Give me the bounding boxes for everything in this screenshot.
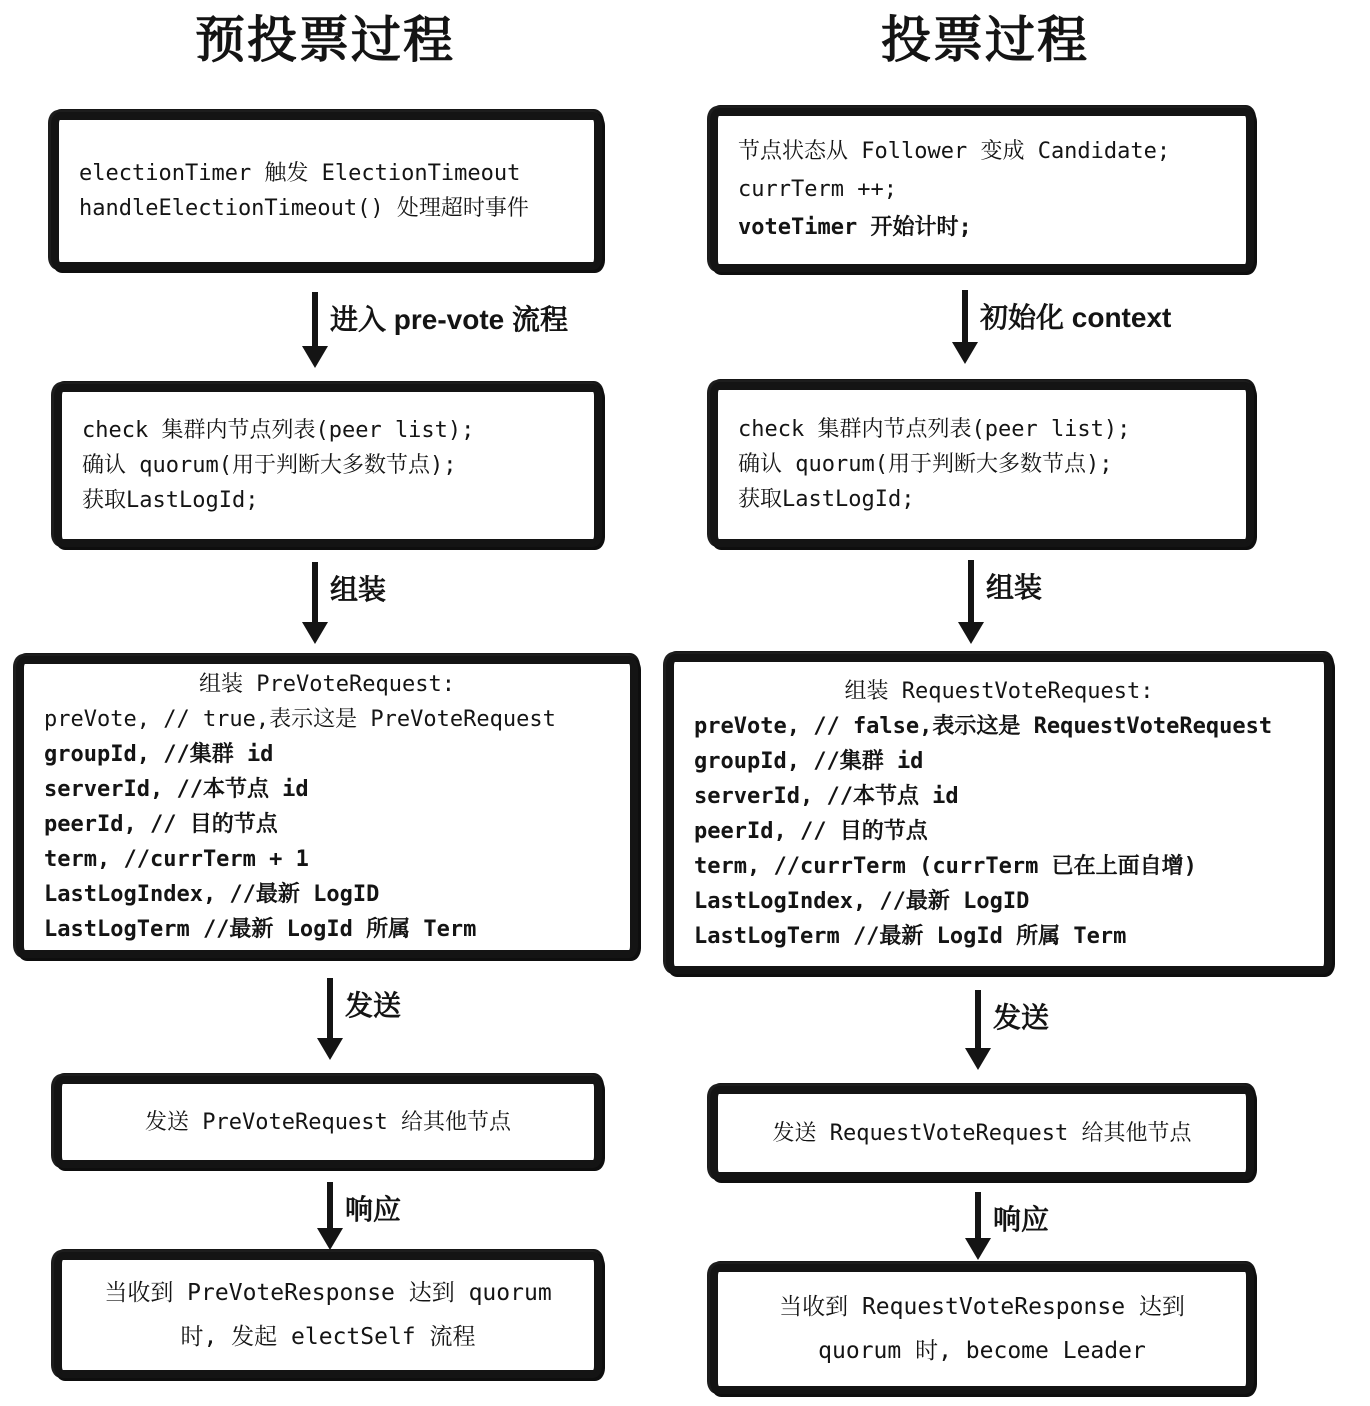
box-line: voteTimer 开始计时;: [738, 215, 972, 240]
arrow-head-icon: [302, 622, 328, 644]
box-line: peerId, // 目的节点: [694, 819, 928, 844]
arrow-shaft: [312, 562, 318, 624]
box-line: 当收到 RequestVoteResponse 达到: [779, 1294, 1185, 1320]
box-line: 节点状态从 Follower 变成 Candidate;: [738, 139, 1171, 164]
arrow-shaft: [975, 990, 981, 1050]
box-line: serverId, //本节点 id: [44, 777, 309, 802]
arrow-shaft: [327, 978, 333, 1040]
box-line: 获取LastLogId;: [82, 488, 259, 513]
arrow-head-icon: [317, 1038, 343, 1060]
box-line: currTerm ++;: [738, 177, 897, 202]
left-box-prevote-request: [20, 660, 634, 954]
box-line: preVote, // false,表示这是 RequestVoteRequest: [694, 714, 1273, 739]
arrow-head-icon: [965, 1238, 991, 1260]
box-line: quorum 时, become Leader: [818, 1338, 1146, 1364]
box-lines: [104, 1271, 551, 1359]
box-line: serverId, //本节点 id: [694, 784, 959, 809]
box-line: check 集群内节点列表(peer list);: [82, 418, 475, 443]
right-box-requestvote-request: [670, 658, 1328, 970]
left-box-election-timeout: [55, 116, 598, 266]
box-line: groupId, //集群 id: [694, 749, 924, 774]
arrow-head-icon: [317, 1228, 343, 1250]
box-line: 获取LastLogId;: [738, 487, 915, 512]
box-line: 组装 PreVoteRequest:: [199, 672, 455, 697]
right-box-become-leader: [714, 1268, 1250, 1390]
arrow-shaft: [327, 1182, 333, 1230]
box-lines: [738, 133, 1226, 247]
left-box-check-peers: [58, 388, 598, 543]
box-line: groupId, //集群 id: [44, 742, 274, 767]
box-lines: [779, 1285, 1185, 1373]
box-line: electionTimer 触发 ElectionTimeout: [79, 161, 521, 186]
arrow-head-icon: [965, 1048, 991, 1070]
arrow-label: 响应: [993, 1204, 1050, 1235]
box-lines: [145, 1105, 511, 1140]
arrow-shaft: [968, 560, 974, 624]
box-line: handleElectionTimeout() 处理超时事件: [79, 196, 529, 221]
arrow-label: 组装: [986, 572, 1043, 603]
arrow-label: 组装: [330, 574, 387, 605]
box-line: LastLogTerm //最新 LogId 所属 Term: [694, 924, 1127, 949]
box-line: term, //currTerm + 1: [44, 847, 309, 872]
right-box-candidate: [714, 112, 1250, 268]
arrow-shaft: [312, 292, 318, 348]
box-line: preVote, // true,表示这是 PreVoteRequest: [44, 707, 556, 732]
arrow-head-icon: [952, 342, 978, 364]
box-line: LastLogIndex, //最新 LogID: [44, 882, 380, 907]
arrow-shaft: [975, 1192, 981, 1240]
box-lines: [79, 156, 574, 226]
box-line: check 集群内节点列表(peer list);: [738, 417, 1131, 442]
box-line: 确认 quorum(用于判断大多数节点);: [82, 453, 457, 478]
box-lines: [82, 413, 574, 518]
arrow-label: 发送: [345, 990, 402, 1021]
left-box-prevote-response: [58, 1256, 598, 1374]
right-box-send-requestvote: [714, 1090, 1250, 1176]
box-line: 时, 发起 electSelf 流程: [180, 1324, 476, 1350]
box-line: 组装 RequestVoteRequest:: [844, 679, 1154, 704]
left-box-send-prevote: [58, 1080, 598, 1164]
box-lines: [44, 667, 610, 947]
arrow-label: 进入 pre-vote 流程: [330, 304, 569, 335]
box-line: term, //currTerm (currTerm 已在上面自增): [694, 854, 1197, 879]
box-line: LastLogTerm //最新 LogId 所属 Term: [44, 917, 477, 942]
arrow-label: 初始化 context: [980, 302, 1172, 333]
box-line: 发送 RequestVoteRequest 给其他节点: [772, 1120, 1192, 1146]
arrow-head-icon: [302, 346, 328, 368]
box-line: 发送 PreVoteRequest 给其他节点: [145, 1109, 511, 1135]
box-line: 当收到 PreVoteResponse 达到 quorum: [104, 1280, 552, 1306]
left-column-title: 预投票过程: [195, 12, 455, 68]
box-lines: [694, 674, 1304, 954]
arrow-label: 发送: [993, 1002, 1050, 1033]
arrow-shaft: [962, 290, 968, 344]
box-line: 确认 quorum(用于判断大多数节点);: [738, 452, 1113, 477]
box-lines: [773, 1116, 1192, 1151]
box-lines: [738, 412, 1226, 517]
box-line: peerId, // 目的节点: [44, 812, 278, 837]
box-line: LastLogIndex, //最新 LogID: [694, 889, 1030, 914]
right-box-check-peers: [714, 386, 1250, 543]
right-column-title: 投票过程: [881, 12, 1089, 68]
arrow-label: 响应: [345, 1194, 402, 1225]
arrow-head-icon: [958, 622, 984, 644]
